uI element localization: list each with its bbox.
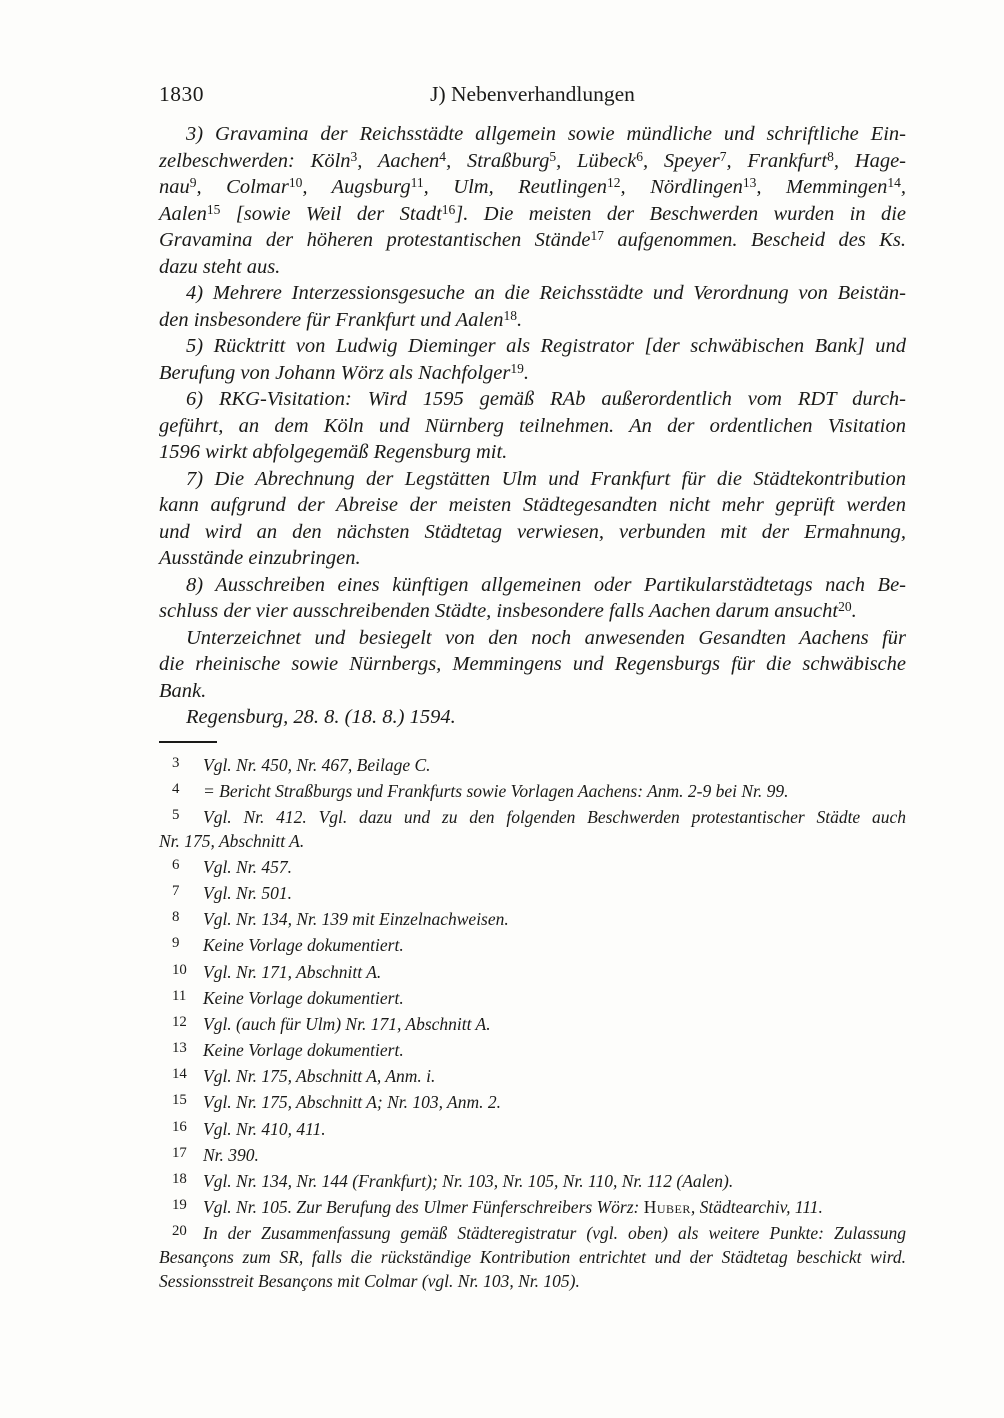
footnote — [159, 1141, 906, 1167]
paragraph — [159, 625, 906, 705]
text-run: , Aachen — [357, 149, 440, 172]
text-run: , Nördlingen — [620, 176, 743, 198]
footnote-number: 13 — [172, 1040, 187, 1057]
footnote-line — [159, 1036, 906, 1062]
footnote — [159, 853, 906, 879]
text-line — [159, 201, 906, 228]
footnote-ref: 11 — [410, 174, 424, 190]
text-run: , Hage- — [833, 149, 907, 172]
footnote-ref: 19 — [510, 360, 524, 376]
text-run: den insbesondere für Frankfurt und Aalen — [159, 308, 504, 331]
footnote-separator — [159, 741, 217, 743]
footnote-line — [159, 829, 906, 853]
footnote — [159, 777, 906, 803]
text-run: Vgl. Nr. 450, Nr. 467, Beilage C. — [203, 754, 431, 775]
footnote-line — [159, 1193, 906, 1219]
footnote-ref: 3 — [350, 148, 358, 164]
text-line — [159, 519, 906, 546]
footnote-number: 14 — [172, 1066, 187, 1083]
text-run: Nr. 390. — [203, 1144, 259, 1165]
text-line — [159, 121, 906, 148]
footnote-line — [159, 984, 906, 1010]
text-run: , Augsburg — [302, 176, 411, 198]
text-line — [159, 625, 906, 652]
text-line — [159, 174, 906, 201]
text-run: Vgl. Nr. 175, Abschnitt A; Nr. 103, Anm. 2. — [203, 1092, 502, 1113]
text-line — [159, 651, 906, 678]
footnote-line — [159, 931, 906, 957]
footnote — [159, 751, 906, 777]
text-line — [159, 545, 906, 572]
paragraph — [159, 333, 906, 386]
footnote-line — [159, 905, 906, 931]
footnote — [159, 1219, 906, 1293]
text-run: , — [900, 176, 906, 198]
footnote-number: 9 — [172, 935, 180, 952]
text-run: Bank. — [159, 679, 207, 702]
text-run: geführt, an dem Köln und Nürnberg teilnehmen. An der ordentlichen Visitation — [159, 414, 906, 437]
text-run: , Ulm, Reutlingen — [423, 176, 608, 198]
footnote-number: 20 — [172, 1223, 187, 1240]
text-run: Vgl. Nr. 501. — [203, 883, 292, 904]
paragraph — [159, 280, 906, 333]
text-line — [159, 254, 906, 281]
footnote — [159, 905, 906, 931]
footnote-ref: 7 — [719, 148, 727, 164]
footnote — [159, 1062, 906, 1088]
footnote-line — [159, 1167, 906, 1193]
footnote-ref: 17 — [590, 227, 604, 243]
text-run: 5) Rücktritt von Ludwig Dieminger als Registrator [der schwäbischen Bank] und — [186, 335, 906, 357]
text-run: die rheinische sowie Nürnbergs, Memmingens und Regensburgs für die schwäbische — [159, 653, 906, 675]
text-line — [159, 386, 906, 413]
footnote — [159, 803, 906, 853]
text-line — [159, 704, 906, 731]
footnote — [159, 879, 906, 905]
text-line — [159, 439, 906, 466]
text-run: Vgl. Nr. 171, Abschnitt A. — [203, 961, 382, 982]
footnote-line — [159, 1269, 906, 1293]
paragraph — [159, 386, 906, 466]
text-run: 1596 wirkt abfolgegemäß Regensburg mit. — [159, 441, 508, 463]
text-run: Vgl. (auch für Ulm) Nr. 171, Abschnitt A. — [203, 1014, 491, 1035]
footnote-line — [159, 1245, 906, 1269]
text-run: aufgenommen. Bescheid des Ks. — [603, 229, 906, 251]
footnote-ref: 12 — [607, 174, 621, 190]
footnote-number: 11 — [172, 987, 187, 1004]
text-run: . — [523, 361, 529, 384]
paragraph — [159, 121, 906, 280]
text-line — [159, 678, 906, 705]
footnote-number: 8 — [172, 909, 180, 926]
text-run: Vgl. Nr. 410, 411. — [203, 1118, 326, 1139]
text-line — [159, 466, 906, 493]
text-line — [159, 333, 906, 360]
footnote-line — [159, 1010, 906, 1036]
text-run: Vgl. Nr. 412. Vgl. dazu und zu den folgenden Beschwerden protestantischer Städte auch — [203, 806, 906, 827]
footnote — [159, 958, 906, 984]
text-run: 6) RKG-Visitation: Wird 1595 gemäß RAb außerordentlich vom RDT durch- — [186, 388, 906, 410]
footnote-line — [159, 879, 906, 905]
text-run: . — [851, 600, 857, 622]
text-run: , Straßburg — [446, 149, 550, 172]
footnote-ref: 4 — [439, 148, 447, 164]
text-run: In der Zusammenfassung gemäß Städteregistratur (vgl. oben) als weitere Punkte: Zulassung — [203, 1223, 906, 1244]
text-run: Keine Vorlage dokumentiert. — [203, 1040, 404, 1061]
footnote-ref: 16 — [441, 201, 456, 217]
footnote-line — [159, 1115, 906, 1141]
author-smallcaps: Huber — [643, 1197, 691, 1218]
text-line — [159, 360, 906, 387]
text-run: , Städtearchiv, 111. — [690, 1197, 823, 1218]
footnote-number: 10 — [172, 961, 187, 978]
text-block — [159, 82, 906, 1293]
text-run: Aalen — [159, 202, 207, 225]
footnote-ref: 13 — [742, 174, 757, 190]
page-number: 1830 — [159, 82, 204, 106]
text-line — [159, 598, 906, 625]
footnote-line — [159, 1141, 906, 1167]
text-run: zelbeschwerden: Köln — [159, 149, 351, 172]
footnote-number: 3 — [172, 754, 180, 771]
paragraph — [159, 704, 906, 731]
footnote — [159, 984, 906, 1010]
text-run: Gravamina der höheren protestantischen Stände — [159, 229, 591, 251]
text-run: , Memmingen — [756, 176, 888, 198]
text-run: Keine Vorlage dokumentiert. — [203, 987, 404, 1008]
footnote — [159, 1193, 906, 1219]
footnote-ref: 10 — [288, 174, 303, 190]
footnote — [159, 1115, 906, 1141]
text-line — [159, 148, 906, 175]
footnote-number: 15 — [172, 1092, 187, 1109]
footnote-number: 18 — [172, 1170, 187, 1187]
footnote-ref: 14 — [887, 174, 901, 190]
footnote-ref: 8 — [827, 148, 834, 164]
footnote-line — [159, 853, 906, 879]
footnote-number: 4 — [172, 780, 180, 797]
text-run: Vgl. Nr. 134, Nr. 139 mit Einzelnachweisen. — [203, 909, 509, 930]
footnote — [159, 931, 906, 957]
text-run: . — [517, 308, 523, 331]
text-run: , Speyer — [643, 149, 720, 172]
text-run: ]. Die meisten der Beschwerden wurden in die — [455, 202, 907, 225]
text-run: Unterzeichnet und besiegelt von den noch anwesenden Gesandten Aachens für — [186, 626, 906, 649]
text-run: Vgl. Nr. 175, Abschnitt A, Anm. i. — [203, 1066, 436, 1087]
text-run: Regensburg, 28. 8. (18. 8.) 1594. — [186, 706, 456, 728]
text-run: Keine Vorlage dokumentiert. — [203, 935, 404, 956]
page-header — [159, 82, 906, 106]
main-text — [159, 121, 906, 731]
text-run: dazu steht aus. — [159, 255, 281, 278]
text-line — [159, 280, 906, 307]
text-line — [159, 492, 906, 519]
text-run: , Colmar — [196, 176, 289, 198]
text-line — [159, 572, 906, 599]
text-run: , Frankfurt — [726, 149, 828, 172]
paragraph — [159, 466, 906, 572]
footnote — [159, 1036, 906, 1062]
text-run: , Lübeck — [556, 149, 637, 172]
footnote — [159, 1010, 906, 1036]
footnotes-section — [159, 751, 906, 1294]
footnote-number: 5 — [172, 806, 180, 823]
text-line — [159, 227, 906, 254]
footnote-number: 17 — [172, 1144, 187, 1161]
text-run: Vgl. Nr. 134, Nr. 144 (Frankfurt); Nr. 103, Nr. 105, Nr. 110, Nr. 112 (Aalen). — [203, 1171, 734, 1191]
text-line — [159, 413, 906, 440]
footnote-ref: 18 — [503, 307, 517, 323]
footnote — [159, 1167, 906, 1193]
section-title: J) Nebenverhandlungen — [430, 82, 635, 106]
text-run: Besançons zum SR, falls die rückständige Kontribution entrichtet und der Städtetag beschickt wird. — [159, 1247, 906, 1268]
footnote-ref: 15 — [206, 201, 221, 217]
footnote-line — [159, 777, 906, 803]
text-run: Nr. 175, Abschnitt A. — [159, 830, 305, 851]
footnote-number: 12 — [172, 1013, 187, 1030]
footnote-line — [159, 958, 906, 984]
text-run: nau — [159, 176, 190, 198]
footnote-number: 6 — [172, 856, 180, 873]
footnote-number: 16 — [172, 1118, 187, 1135]
footnote-line — [159, 751, 906, 777]
footnote-line — [159, 803, 906, 829]
footnote-number: 19 — [172, 1197, 187, 1213]
text-run: 4) Mehrere Interzessionsgesuche an die Reichsstädte und Verordnung von Beistän- — [186, 282, 906, 304]
text-run: Vgl. Nr. 105. Zur Berufung des Ulmer Fünferschreibers Wörz: — [203, 1197, 644, 1218]
footnote-number: 7 — [172, 883, 180, 900]
footnote-ref: 20 — [838, 598, 852, 614]
text-run: = Bericht Straßburgs und Frankfurts sowie Vorlagen Aachens: Anm. 2-9 bei Nr. 99. — [203, 780, 789, 801]
text-run: Berufung von Johann Wörz als Nachfolger — [159, 361, 511, 384]
text-run: 3) Gravamina der Reichsstädte allgemein sowie mündliche und schriftliche Ein- — [186, 123, 906, 145]
text-run: 8) Ausschreiben eines künftigen allgemeinen oder Partikularstädtetags nach Be- — [186, 573, 906, 596]
footnote-line — [159, 1088, 906, 1114]
text-line — [159, 307, 906, 334]
text-run: und wird an den nächsten Städtetag verwiesen, verbunden mit der Ermahnung, — [159, 520, 906, 543]
paragraph — [159, 572, 906, 625]
text-run: Vgl. Nr. 457. — [203, 857, 292, 878]
text-run: kann aufgrund der Abreise der meisten Städtegesandten nicht mehr geprüft werden — [159, 494, 906, 516]
footnote — [159, 1088, 906, 1114]
text-run: 7) Die Abrechnung der Legstätten Ulm und Frankfurt für die Städtekontribution — [186, 467, 906, 490]
footnote-ref: 5 — [549, 148, 557, 164]
footnote-ref: 6 — [636, 148, 644, 164]
footnote-ref: 9 — [189, 174, 197, 190]
footnote-line — [159, 1062, 906, 1088]
footnote-line — [159, 1219, 906, 1245]
text-run: schluss der vier ausschreibenden Städte, insbesondere falls Aachen darum ansucht — [159, 600, 839, 622]
text-run: [sowie Weil der Stadt — [220, 202, 442, 225]
text-run: Ausstände einzubringen. — [159, 547, 361, 569]
text-run: Sessionsstreit Besançons mit Colmar (vgl. Nr. 103, Nr. 105). — [159, 1271, 580, 1292]
